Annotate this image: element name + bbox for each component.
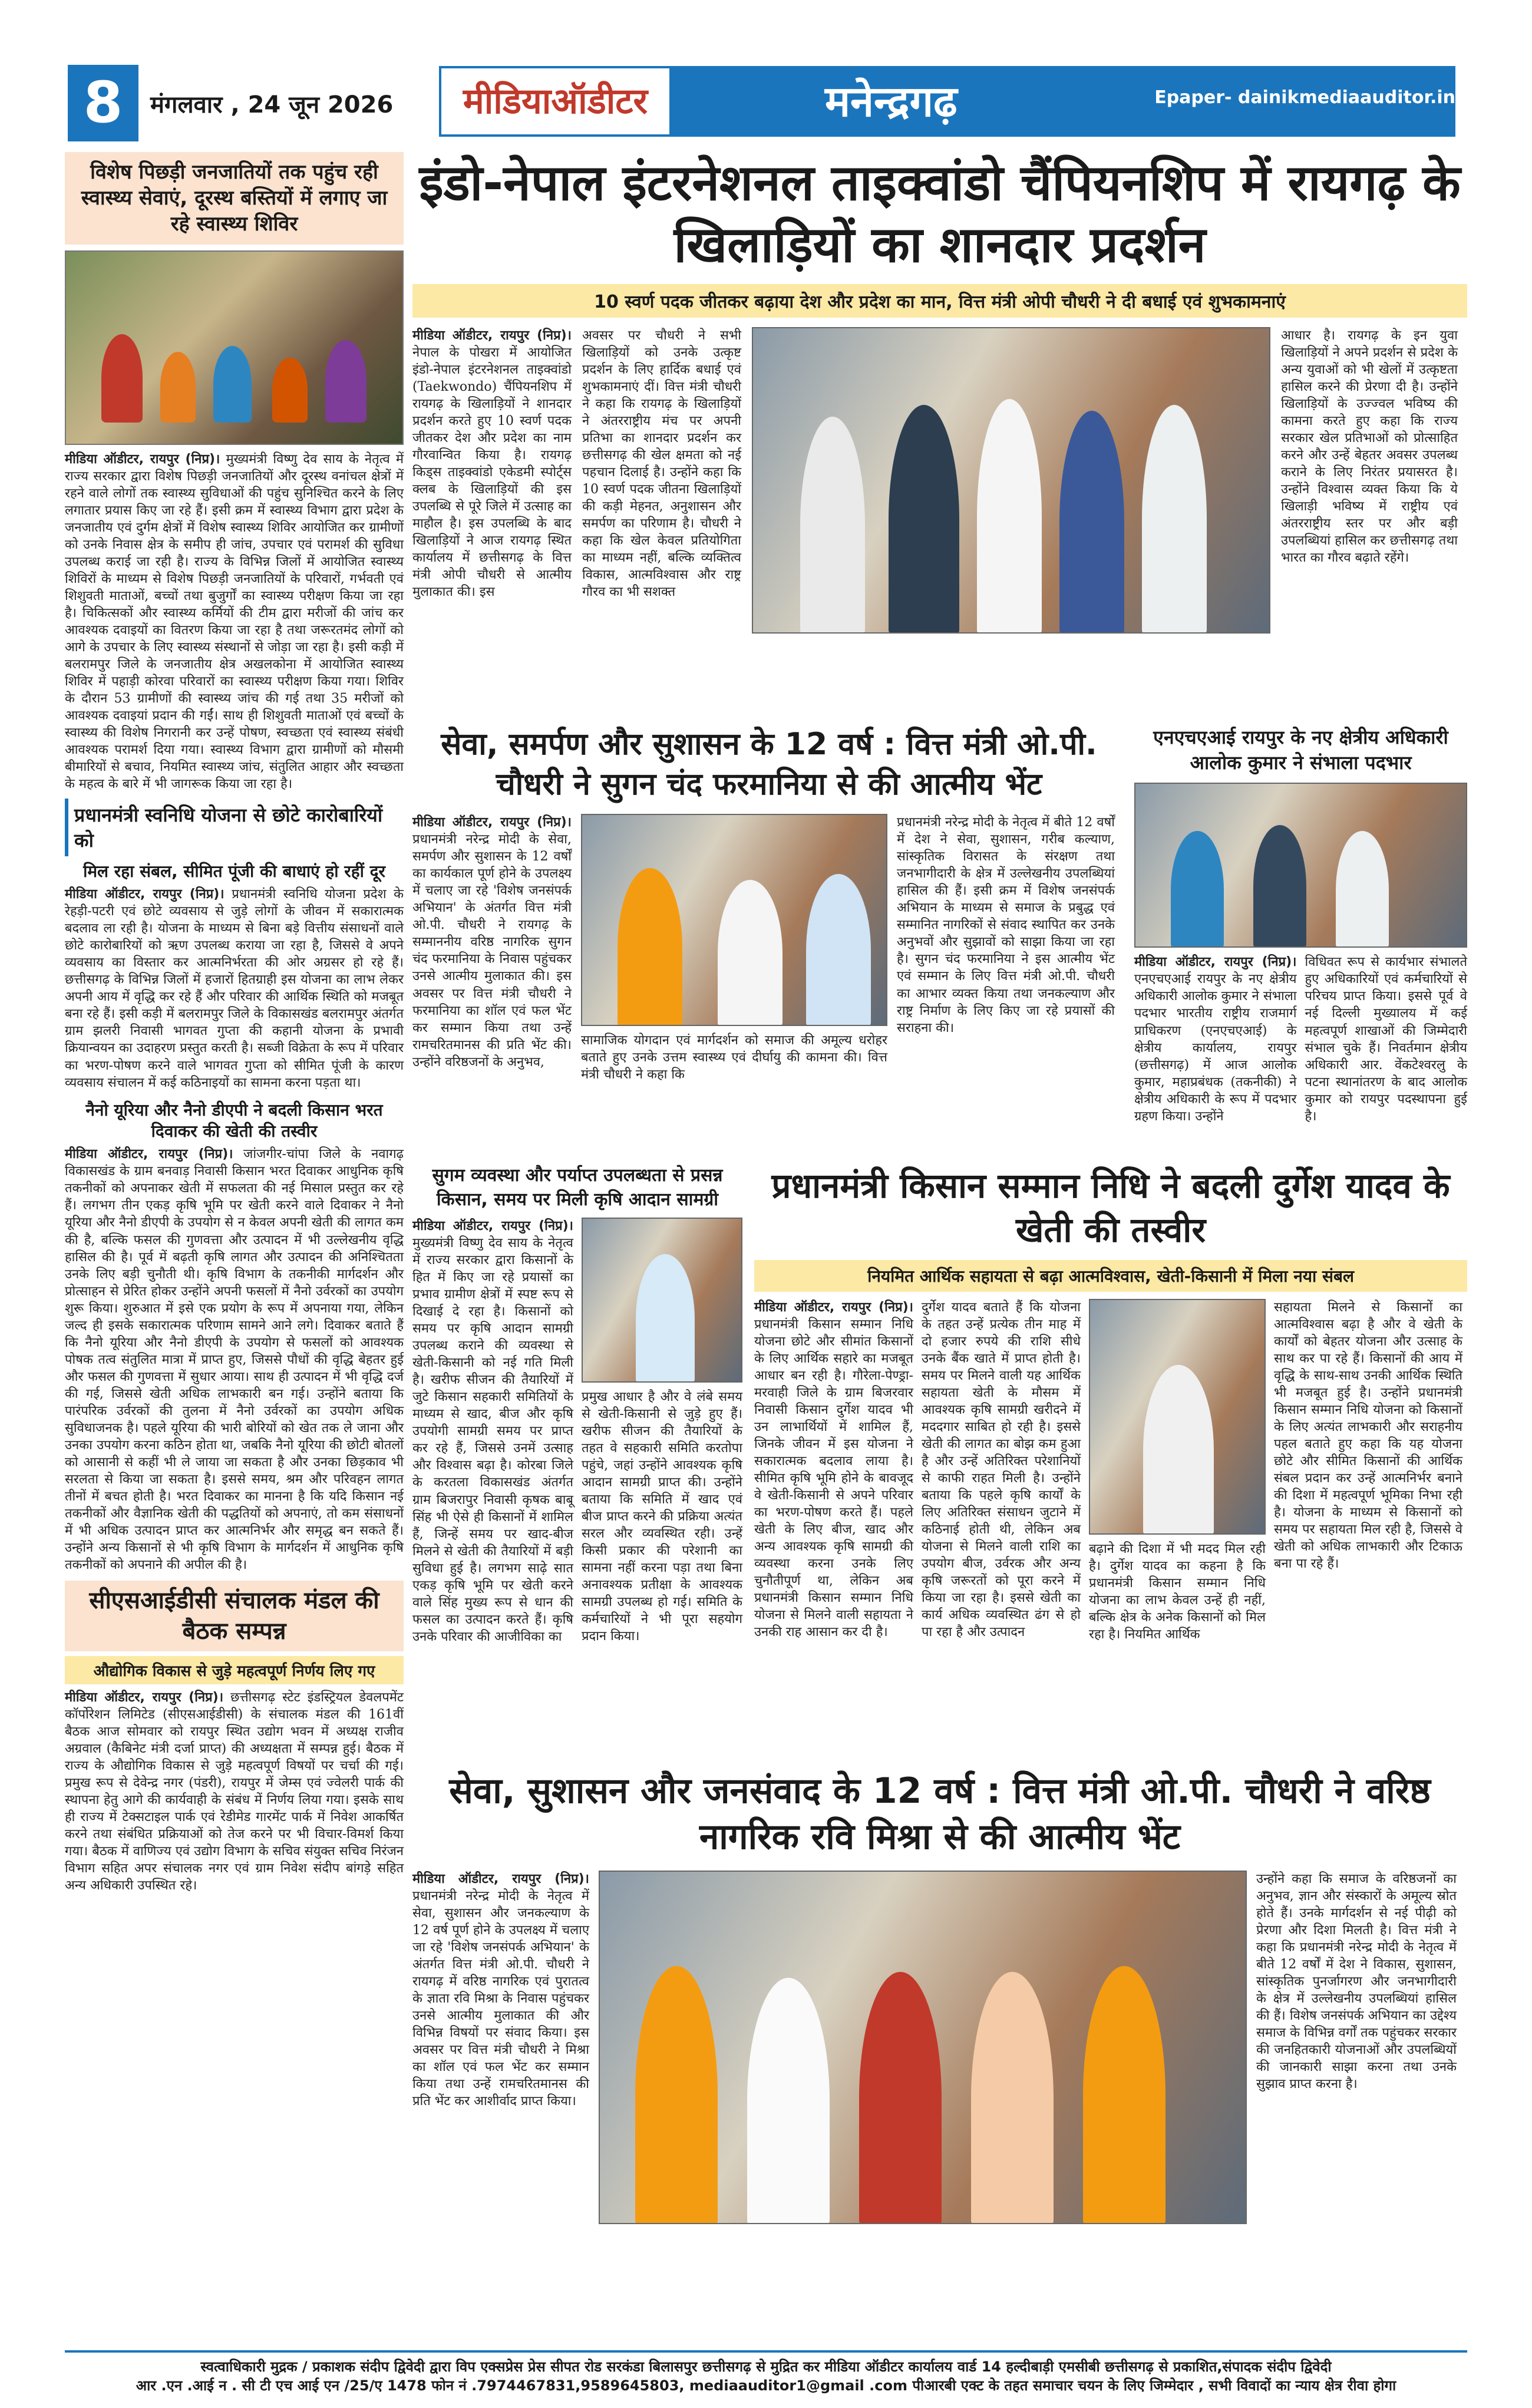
nhai-col1: मीडिया ऑडीटर, रायपुर (निप्र)। एनएचएआई रायपुर के नए क्षेत्रीय अधिकारी आलोक कुमार ने संभाला पदभार भारतीय राष्ट्रीय राजमार्ग प्राधिकरण (एनएचएआई) के क्षेत्रीय कार्यालय, रायपुर (छत्तीसगढ़) में आज आलोक कुमार, महाप्रबंधक (तकनीकी) ने क्षेत्रीय अधिकारी के रूप में पदभार ग्रहण किया। उन्होंने xyxy=(1134,955,1297,1124)
article-tribal-health: मीडिया ऑडीटर, रायपुर (निप्र)। मुख्यमंत्री विष्णु देव साय के नेतृत्व में राज्य सरकार द्वारा विशेष पिछड़ी जनजातियों और दूरस्थ वनांचल क्षेत्रों में रहने वाले लोगों तक स्वास्थ्य सुविधाओं की पहुंच सुनिश्चित करने के लिए लगातार प्रयास किए जा रहे हैं। इसी क्रम में स्वास्थ्य विभाग द्वारा प्रदेश के जनजातीय एवं दुर्गम क्षेत्रों में विशेष स्वास्थ्य शिविर आयोजित कर ग्रामीणों को उनके निवास क्षेत्र के समीप ही जांच, उपचार एवं परामर्श की सुविधा उपलब्ध कराई जा रही है। राज्य के विभिन्न जिलों में आयोजित स्वास्थ्य शिविरों के माध्यम से विशेष पिछड़ी जनजातियों के परिवारों, गर्भवती एवं शिशुवती माताओं, बच्चों तथा बुजुर्गों का स्वास्थ्य परीक्षण किया जा रहा है। चिकित्सकों और स्वास्थ्य कर्मियों की टीम द्वारा मरीजों की जांच कर आवश्यक दवाइयों का वितरण किया जा रहा है तथा जरूरतमंद लोगों को आगे के उपचार के लिए स्वास्थ्य संस्थानों से जोड़ा जा रहा है। इसी कड़ी में बलरामपुर जिले के जनजातीय क्षेत्र अखलकोना में आयोजित स्वास्थ्य शिविर में पहाड़ी कोरवा परिवारों का स्वास्थ्य परीक्षण किया गया। शिविर के दौरान 53 ग्रामीणों की स्वास्थ्य जांच की गई तथा 35 मरीजों को आवश्यक दवाइयां प्रदान की गईं। साथ ही शिशुवती माताओं एवं बच्चों के स्वास्थ्य की विशेष निगरानी कर उन्हें पोषण, स्वच्छता एवं स्वास्थ्य संबंधी आवश्यक परामर्श दिया गया। स्वास्थ्य विभाग द्वारा ग्रामीणों को मौसमी बीमारियों से बचाव, नियमित स्वास्थ्य जांच, संतुलित आहार और स्वच्छता के महत्व के बारे में भी जागरूक किया जा रहा है। xyxy=(65,451,404,792)
kisan-col2: दुर्गेश यादव बताते हैं कि योजना के तहत उन्हें प्रत्येक तीन माह में दो हजार रुपये की राशि सीधे उनके बैंक खाते में प्राप्त होती है। समय पर मिलने वाली यह आर्थिक सहायता खेती के मौसम में आवश्यक कृषि सामग्री खरीदने में मददगार साबित हो रही है। इससे खेती की लागत का बोझ कम हुआ है और उन्हें अतिरिक्त परेशानियों से काफी राहत मिली है। उन्होंने बताया कि पहले कृषि कार्यों के लिए अतिरिक्त संसाधन जुटाने में कठिनाई होती थी, लेकिन अब योजना से मिलने वाली राशि का उपयोग बीज, उर्वरक और अन्य कृषि जरूरतों को पूरा करने में किया जा रहा है। इससे खेती का कार्य अधिक व्यवस्थित ढंग से हो पा रहा है और उत्पादन xyxy=(922,1299,1081,1640)
headline-nhai: एनएचएआई रायपुर के नए क्षेत्रीय अधिकारी आलोक कुमार ने संभाला पदभार xyxy=(1153,726,1448,774)
photo-farmer-babu-singh xyxy=(582,1218,742,1383)
imprint-line-1: स्वत्वाधिकारी मुद्रक / प्रकाशक संदीप द्विवेदी द्वारा विप एक्सप्रेस प्रेस सीपत रोड सरकंडा बिलासपुर छत्तीसगढ़ से मुद्रित कर मीडिया ऑडीटर कार्यालय वार्ड 14 हल्दीबाड़ी एमसीबी छत्तीसगढ़ से प्रकाशित,संपादक संदीप द्विवेदी xyxy=(200,2358,1332,2375)
photo-taekwondo-players xyxy=(752,327,1270,634)
krishi-col2: प्रमुख आधार है और वे लंबे समय से खेती-किसानी से जुड़े हुए हैं। खरीफ सीजन की तैयारियों के तहत वे सहकारी समिति करतोपा पहुंचे, जहां उन्होंने आवश्यक कृषि आदान सामग्री प्राप्त की। उन्होंने बताया कि समिति में खाद एवं बीज प्राप्त करने की प्रक्रिया अत्यंत सरल और व्यवस्थित रही। उन्हें किसी प्रकार की परेशानी का सामना नहीं करना पड़ा तथा बिना अनावश्यक प्रतीक्षा के आवश्यक सामग्री उपलब्ध हो गई। समिति के कर्मचारियों ने भी पूरा सहयोग प्रदान किया। xyxy=(582,1390,742,1644)
issue-date: मंगलवार , 24 जून 2026 xyxy=(150,91,394,118)
headline-csidc: सीएसआईडीसी संचालक मंडल की बैठक सम्पन्न xyxy=(89,1587,379,1645)
story-nhai xyxy=(1134,725,1467,1149)
footer-rule xyxy=(65,2350,1467,2353)
story-kisan-samman xyxy=(754,1164,1467,1753)
taekwondo-col2: अवसर पर चौधरी ने सभी खिलाड़ियों को उनके उत्कृष्ट प्रदर्शन के लिए हार्दिक बधाई एवं शुभकामनाएं दीं। वित्त मंत्री चौधरी ने कहा कि रायगढ़ के खिलाड़ियों ने अंतरराष्ट्रीय मंच पर अपनी प्रतिभा का शानदार प्रदर्शन कर छत्तीसगढ़ की खेल क्षमता को नई पहचान दिलाई है। उन्होंने कहा कि 10 स्वर्ण पदक जीतना खिलाड़ियों की कड़ी मेहनत, अनुशासन और समर्पण का परिणाम है। चौधरी ने कहा कि खेल केवल प्रतियोगिता का माध्यम नहीं, बल्कि व्यक्तित्व विकास, आत्मविश्वास और राष्ट्र गौरव का भी सशक्त xyxy=(582,328,741,600)
epaper-link[interactable]: Epaper- dainikmediaauditor.in xyxy=(1154,87,1455,108)
page-number: 8 xyxy=(68,65,138,141)
article-nano-urea: मीडिया ऑडीटर, रायपुर (निप्र)। जांजगीर-चांपा जिले के नवागढ़ विकासखंड के ग्राम बनवाड़ निवासी किसान भरत दिवाकर आधुनिक कृषि तकनीकों को अपनाकर खेती में सफलता की नई मिसाल प्रस्तुत कर रहे हैं। लगभग तीन एकड़ कृषि भूमि पर खेती करने वाले दिवाकर ने नैनो यूरिया और नैनो डीएपी के उपयोग से न केवल अपनी खेती की लागत कम की है, बल्कि फसल की गुणवत्ता और उत्पादन में भी उल्लेखनीय वृद्धि हासिल की है। पूर्व में बढ़ती कृषि लागत और उत्पादन की अनिश्चितता उनके लिए बड़ी चुनौती थी। कृषि विभाग के तकनीकी मार्गदर्शन और प्रोत्साहन से प्रेरित होकर उन्होंने अपनी फसलों में नैनो उर्वरकों का उपयोग शुरू किया। शुरुआत में इसे एक प्रयोग के रूप में अपनाया गया, लेकिन जल्द ही इसके सकारात्मक परिणाम सामने आने लगे। दिवाकर बताते हैं कि नैनो यूरिया और नैनो डीएपी के उपयोग से फसलों को आवश्यक पोषक तत्व संतुलित मात्रा में प्राप्त हुए, जिससे पौधों की वृद्धि बेहतर हुई और फसल की गुणवत्ता में सुधार आया। साथ ही उत्पादन में भी वृद्धि दर्ज की गई, जिससे खेती अधिक लाभकारी बन गई। उन्होंने बताया कि पारंपरिक उर्वरकों की तुलना में नैनो उर्वरकों का उपयोग अधिक सुविधाजनक है। पहले यूरिया की भारी बोरियों को खेत तक ले जाना और उनका उपयोग करना कठिन होता था, जबकि नैनो यूरिया की छोटी बोतलों को आसानी से कहीं भी ले जाया जा सकता है और उनका छिड़काव भी सरलता से किया जा सकता है। इससे समय, श्रम और परिवहन लागत तीनों में बचत होती है। भरत दिवाकर का मानना है कि यदि किसान नई तकनीकों और वैज्ञानिक खेती की पद्धतियों को अपनाएं, तो कम संसाधनों में भी अधिक उत्पादन प्राप्त कर आत्मनिर्भर और समृद्ध बन सकते हैं। उन्होंने अन्य किसानों से भी कृषि विभाग के मार्गदर्शन में आधुनिक कृषि तकनीकों को अपनाने की अपील की है। xyxy=(65,1147,404,1573)
krishi-col1: मीडिया ऑडीटर, रायपुर (निप्र)। मुख्यमंत्री विष्णु देव साय के नेतृत्व में राज्य सरकार द्वारा किसानों के हित में किए जा रहे प्रयासों का प्रभाव ग्रामीण क्षेत्रों में स्पष्ट रूप से दिखाई दे रहा है। किसानों को समय पर कृषि आदान सामग्री उपलब्ध कराने की व्यवस्था से खेती-किसानी को नई गति मिली है। खरीफ सीजन की तैयारियों में जुटे किसान सहकारी समितियों के माध्यम से खाद, बीज और कृषि उपयोगी सामग्री समय पर प्राप्त कर रहे हैं, जिससे उनमें उत्साह और विश्वास बढ़ा है। कोरबा जिले के करतला विकासखंड अंतर्गत ग्राम बिजरापुर निवासी कृषक बाबू सिंह भी ऐसे ही किसानों में शामिल हैं, जिन्हें समय पर खाद-बीज मिलने से खेती की तैयारियों में बड़ी सुविधा हुई है। लगभग साढ़े सात एकड़ कृषि भूमि पर खेती करने वाले सिंह मुख्य रूप से धान की फसल का उत्पादन करते हैं। कृषि उनके परिवार की आजीविका का xyxy=(412,1219,573,1644)
photo-nhai-officer xyxy=(1134,783,1467,948)
story-csidc xyxy=(65,1581,404,1651)
kisan-col1: मीडिया ऑडीटर, रायपुर (निप्र)। प्रधानमंत्री किसान सम्मान निधि योजना छोटे और सीमांत किसानों के लिए आर्थिक सहारे का मजबूत आधार बन रही है। गौरेला-पेण्ड्रा-मरवाही जिले के ग्राम बिजरवार निवासी किसान दुर्गेश यादव भी उन लाभार्थियों में शामिल हैं, जिनके जीवन में इस योजना ने सकारात्मक बदलाव लाया है। सीमित कृषि भूमि होने के बावजूद वे खेती-किसानी से अपने परिवार का भरण-पोषण करते हैं। पहले खेती के लिए बीज, खाद और अन्य आवश्यक कृषि सामग्री की व्यवस्था करना उनके लिए चुनौतीपूर्ण था, लेकिन अब प्रधानमंत्री किसान सम्मान निधि योजना से मिलने वाली सहायता ने उनकी राह आसान कर दी है। xyxy=(754,1299,913,1640)
photo-durgesh-yadav xyxy=(1089,1299,1266,1535)
farmania-col1: मीडिया ऑडीटर, रायपुर (निप्र)। प्रधानमंत्री नरेन्द्र मोदी के सेवा, समर्पण और सुशासन के 12 वर्षों का कार्यकाल पूर्ण होने के उपलक्ष्य में चलाए जा रहे 'विशेष जनसंपर्क अभियान' के अंतर्गत वित्त मंत्री ओ.पी. चौधरी ने रायगढ़ के सम्माननीय वरिष्ठ नागरिक सुगन चंद फरमानिया के निवास पहुंचकर उनसे आत्मीय मुलाकात की। इस अवसर पर वित्त मंत्री चौधरी ने फरमानिया का शॉल एवं फल भेंट कर सम्मान किया तथा उन्हें रामचरितमानस की प्रति भेंट की। उन्होंने वरिष्ठजनों के अनुभव, xyxy=(412,815,572,1070)
headline-svanidhi: प्रधानमंत्री स्वनिधि योजना से छोटे कारोबारियों को xyxy=(65,799,404,856)
headline-taekwondo: इंडो-नेपाल इंटरनेशनल ताइक्वांडो चैंपियनशिप में रायगढ़ के खिलाड़ियों का शानदार प्रदर्शन xyxy=(419,154,1461,273)
subhead-svanidhi: मिल रहा संबल, सीमित पूंजी की बाधाएं हो रहीं दूर xyxy=(83,862,385,882)
newspaper-logo: मीडियाऑडीटर xyxy=(439,66,672,137)
taekwondo-col3: आधार है। रायगढ़ के इन युवा खिलाड़ियों ने अपने प्रदर्शन से प्रदेश के अन्य युवाओं को भी खेलों में उत्कृष्टता हासिल करने की प्रेरणा दी है। उन्होंने खिलाड़ियों के उज्ज्वल भविष्य की कामना करते हुए कहा कि राज्य सरकार खेल प्रतिभाओं को प्रोत्साहित करने और उन्हें बेहतर अवसर उपलब्ध कराने के लिए निरंतर प्रयासरत है। उन्होंने विश्वास व्यक्त किया कि ये खिलाड़ी भविष्य में राष्ट्रीय एवं अंतरराष्ट्रीय स्तर पर और बड़ी उपलब्धियां हासिल कर छत्तीसगढ़ तथा भारत का गौरव बढ़ाते रहेंगे। xyxy=(1281,328,1458,566)
deck-taekwondo: 10 स्वर्ण पदक जीतकर बढ़ाया देश और प्रदेश का मान, वित्त मंत्री ओपी चौधरी ने दी बधाई एवं शुभकामनाएं xyxy=(412,284,1467,318)
story-taekwondo xyxy=(412,152,1467,712)
section-title: मनेन्द्रगढ़ xyxy=(825,77,958,126)
story-ravi-mishra xyxy=(412,1768,1467,2346)
left-column xyxy=(65,152,404,2203)
headline-tribal-health: विशेष पिछड़ी जनजातियों तक पहुंच रही स्वास्थ्य सेवाएं, दूरस्थ बस्तियों में लगाए जा रहे स्वास्थ्य शिविर xyxy=(81,160,388,236)
headline-nano-urea: नैनो यूरिया और नैनो डीएपी ने बदली किसान भरत दिवाकर की खेती की तस्वीर xyxy=(85,1100,383,1141)
deck-csidc: औद्योगिक विकास से जुड़े महत्वपूर्ण निर्णय लिए गए xyxy=(65,1656,404,1684)
article-csidc: मीडिया ऑडीटर, रायपुर (निप्र)। छत्तीसगढ़ स्टेट इंडस्ट्रियल डेवलपमेंट कॉर्पोरेशन लिमिटेड (सीएसआईडीसी) के संचालक मंडल की 161वीं बैठक आज सोमवार को रायपुर स्थित उद्योग भवन में अध्यक्ष राजीव अग्रवाल (कैबिनेट मंत्री दर्जा प्राप्त) की अध्यक्षता में सम्पन्न हुई। बैठक में राज्य के औद्योगिक विकास से जुड़े महत्वपूर्ण विषयों पर चर्चा की गई। प्रमुख रूप से देवेन्द्र नगर (पंडरी), रायपुर में जेम्स एवं ज्वेलरी पार्क की स्थापना हेतु आगे की कार्यवाही के संबंध में निर्णय लिया गया। इसके साथ ही राज्य में टेक्सटाइल पार्क एवं रेडीमेड गारमेंट पार्क में निवेश आकर्षित करने तथा संबंधित प्रक्रियाओं को तेज करने पर भी विचार-विमर्श किया गया। बैठक में वाणिज्य एवं उद्योग विभाग के सचिव संयुक्त सचिव निरंजन विभाग सहित अपर संचालक नगर एवं ग्राम निवेश संदीप बांगड़े सहित अन्य अधिकारी उपस्थित रहे। xyxy=(65,1690,404,1894)
headline-ravi-mishra: सेवा, सुशासन और जनसंवाद के 12 वर्ष : वित्त मंत्री ओ.पी. चौधरी ने वरिष्ठ नागरिक रवि मिश्रा से की आत्मीय भेंट xyxy=(449,1770,1431,1858)
photo-farmania-meeting xyxy=(581,814,887,1026)
taekwondo-col1: मीडिया ऑडीटर, रायपुर (निप्र)। नेपाल के पोखरा में आयोजित इंडो-नेपाल इंटरनेशनल ताइक्वांडो (Taekwondo) चैंपियनशिप में रायगढ़ के खिलाड़ियों ने शानदार प्रदर्शन करते हुए 10 स्वर्ण पदक जीतकर देश और प्रदेश का नाम गौरवान्वित किया है। रायगढ़ किड्स ताइक्वांडो एकेडमी स्पोर्ट्स क्लब के खिलाड़ियों की इस उपलब्धि से पूरे जिले में उत्साह का माहौल है। इस उपलब्धि के बाद खिलाड़ियों ने आज रायगढ़ स्थित कार्यालय में छत्तीसगढ़ के वित्त मंत्री ओपी चौधरी से आत्मीय मुलाकात की। इस xyxy=(412,328,572,600)
story-tribal-health xyxy=(65,152,404,245)
imprint-footer xyxy=(65,2357,1467,2404)
farmania-col2: सामाजिक योगदान एवं मार्गदर्शन को समाज की अमूल्य धरोहर बताते हुए उनके उत्तम स्वास्थ्य एवं दीर्घायु की कामना की। वित्त मंत्री चौधरी ने कहा कि xyxy=(581,1033,887,1083)
nhai-col2: विधिवत रूप से कार्यभार संभालते हुए अधिकारियों एवं कर्मचारियों से परिचय प्राप्त किया। इससे पूर्व वे नई दिल्ली मुख्यालय में कई महत्वपूर्ण शाखाओं की जिम्मेदारी संभाल चुके हैं। निवर्तमान क्षेत्रीय अधिकारी आर. वेंकटेश्वरलु के पटना स्थानांतरण के बाद आलोक कुमार को रायपुर पदस्थापना हुई है। xyxy=(1305,955,1467,1124)
deck-kisan-samman: नियमित आर्थिक सहायता से बढ़ा आत्मविश्वास, खेती-किसानी में मिला नया संबल xyxy=(754,1260,1467,1292)
imprint-line-2: आर .एन .आई न . सी टी एच आई एन /25/ए 1478 फोन नं .7974467831,9589645803, mediaauditor1@gmail .com पीआरबी एक्ट के तहत समाचार चयन के लिए जिम्मेदार , सभी विवादों का न्याय क्षेत्र रीवा होगा xyxy=(136,2377,1396,2394)
farmania-col3: प्रधानमंत्री नरेन्द्र मोदी के नेतृत्व में बीते 12 वर्षों में देश ने सेवा, सुशासन, गरीब कल्याण, सांस्कृतिक विरासत के संरक्षण तथा जनभागीदारी के क्षेत्र में उल्लेखनीय उपलब्धियां हासिल की हैं। इसी क्रम में विशेष जनसंपर्क अभियान के माध्यम से समाज के प्रबुद्ध एवं सम्मानित नागरिकों से संवाद स्थापित कर उनके अनुभवों और सुझावों को साझा किया जा रहा है। सुगन चंद फरमानिया ने इस आत्मीय भेंट एवं सम्मान के लिए वित्त मंत्री ओ.पी. चौधरी का आभार व्यक्त किया तथा जनकल्याण और राष्ट्र निर्माण के लिए किए जा रहे प्रयासों की सराहना की। xyxy=(897,815,1115,1035)
masthead xyxy=(0,0,1532,147)
headline-farmania: सेवा, समर्पण और सुशासन के 12 वर्ष : वित्त मंत्री ओ.पी. चौधरी ने सुगन चंद फरमानिया से की आत्मीय भेंट xyxy=(441,727,1097,802)
mishra-col2: उन्होंने कहा कि समाज के वरिष्ठजनों का अनुभव, ज्ञान और संस्कारों के अमूल्य स्रोत होते हैं। उनके मार्गदर्शन से नई पीढ़ी को प्रेरणा और दिशा मिलती है। वित्त मंत्री ने कहा कि प्रधानमंत्री नरेन्द्र मोदी के नेतृत्व में बीते 12 वर्षों में देश ने विकास, सुशासन, सांस्कृतिक पुनर्जागरण और जनभागीदारी के क्षेत्र में उल्लेखनीय उपलब्धियां हासिल की हैं। विशेष जनसंपर्क अभियान का उद्देश्य समाज के विभिन्न वर्गों तक पहुंचकर सरकार की जनहितकारी योजनाओं और उपलब्धियों की जानकारी साझा करना तथा उनके सुझाव प्राप्त करना है। xyxy=(1256,1872,1457,2092)
mishra-col1: मीडिया ऑडीटर, रायपुर (निप्र)। प्रधानमंत्री नरेन्द्र मोदी के नेतृत्व में सेवा, सुशासन और जनकल्याण के 12 वर्ष पूर्ण होने के उपलक्ष्य में चलाए जा रहे 'विशेष जनसंपर्क अभियान' के अंतर्गत वित्त मंत्री ओ.पी. चौधरी ने रायगढ़ में वरिष्ठ नागरिक एवं पुरातत्व के ज्ञाता रवि मिश्रा के निवास पहुंचकर उनसे आत्मीय मुलाकात की और विभिन्न विषयों पर संवाद किया। इस अवसर पर वित्त मंत्री चौधरी ने मिश्रा का शॉल एवं फल भेंट कर सम्मान किया तथा उन्हें रामचरितमानस की प्रति भेंट कर आशीर्वाद प्राप्त किया। xyxy=(412,1872,589,2109)
photo-health-camp xyxy=(65,250,404,445)
headline-kisan-samman: प्रधानमंत्री किसान सम्मान निधि ने बदली दुर्गेश यादव के खेती की तस्वीर xyxy=(771,1166,1450,1251)
story-farmania xyxy=(412,725,1125,1149)
kisan-col4: सहायता मिलने से किसानों का आत्मविश्वास बढ़ा है और वे खेती के कार्यों को बेहतर योजना और उत्साह के साथ कर पा रहे हैं। किसानों की आय में वृद्धि के साथ-साथ उनकी आर्थिक स्थिति भी मजबूत हुई है। उन्होंने प्रधानमंत्री किसान सम्मान निधि योजना को किसानों के लिए अत्यंत लाभकारी और सराहनीय पहल बताते हुए कहा कि यह योजना छोटे और सीमित किसानों की आर्थिक संबल प्रदान कर उन्हें आत्मनिर्भर बनाने की दिशा में महत्वपूर्ण भूमिका निभा रही है। योजना के माध्यम से किसानों को समय पर सहायता मिल रही है, जिससे वे खेती को अधिक लाभकारी और टिकाऊ बना पा रहे हैं। xyxy=(1274,1299,1462,1572)
headline-krishi: सुगम व्यवस्था और पर्याप्त उपलब्धता से प्रसन्न किसान, समय पर मिली कृषि आदान सामग्री xyxy=(432,1165,723,1210)
story-krishi xyxy=(412,1164,742,1753)
photo-ravi-mishra-meeting xyxy=(599,1871,1247,2224)
kisan-col3: बढ़ाने की दिशा में भी मदद मिल रही है। दुर्गेश यादव का कहना है कि प्रधानमंत्री किसान सम्मान निधि योजना का लाभ केवल उन्हें ही नहीं, बल्कि क्षेत्र के अनेक किसानों को मिल रहा है। नियमित आर्थिक xyxy=(1089,1541,1266,1642)
article-svanidhi: मीडिया ऑडीटर, रायपुर (निप्र)। प्रधानमंत्री स्वनिधि योजना प्रदेश के रेहड़ी-पटरी एवं छोटे व्यवसाय से जुड़े लोगों के जीवन में सकारात्मक बदलाव ला रही है। योजना के माध्यम से बिना बड़े वित्तीय संसाधनों वाले छोटे कारोबारियों को ऋण उपलब्ध कराया जा रहा है, जिससे वे अपने व्यवसाय का विस्तार कर आत्मनिर्भरता की ओर अग्रसर हो रहे हैं। छत्तीसगढ़ के विभिन्न जिलों में हजारों हितग्राही इस योजना का लाभ लेकर अपनी आय में वृद्धि कर रहे हैं और परिवार की आर्थिक स्थिति को मजबूत बना रहे हैं। इसी कड़ी में बलरामपुर जिले के विकासखंड बलरामपुर अंतर्गत ग्राम झलरी निवासी भागवत गुप्ता की कहानी योजना के प्रभावी क्रियान्वयन का उदाहरण प्रस्तुत करती है। सब्जी विक्रेता के रूप में परिवार का भरण-पोषण करने वाले भागवत गुप्ता को सीमित पूंजी के कारण व्यवसाय संचालन में कई कठिनाइयों का सामना करना पड़ता था। xyxy=(65,887,404,1090)
